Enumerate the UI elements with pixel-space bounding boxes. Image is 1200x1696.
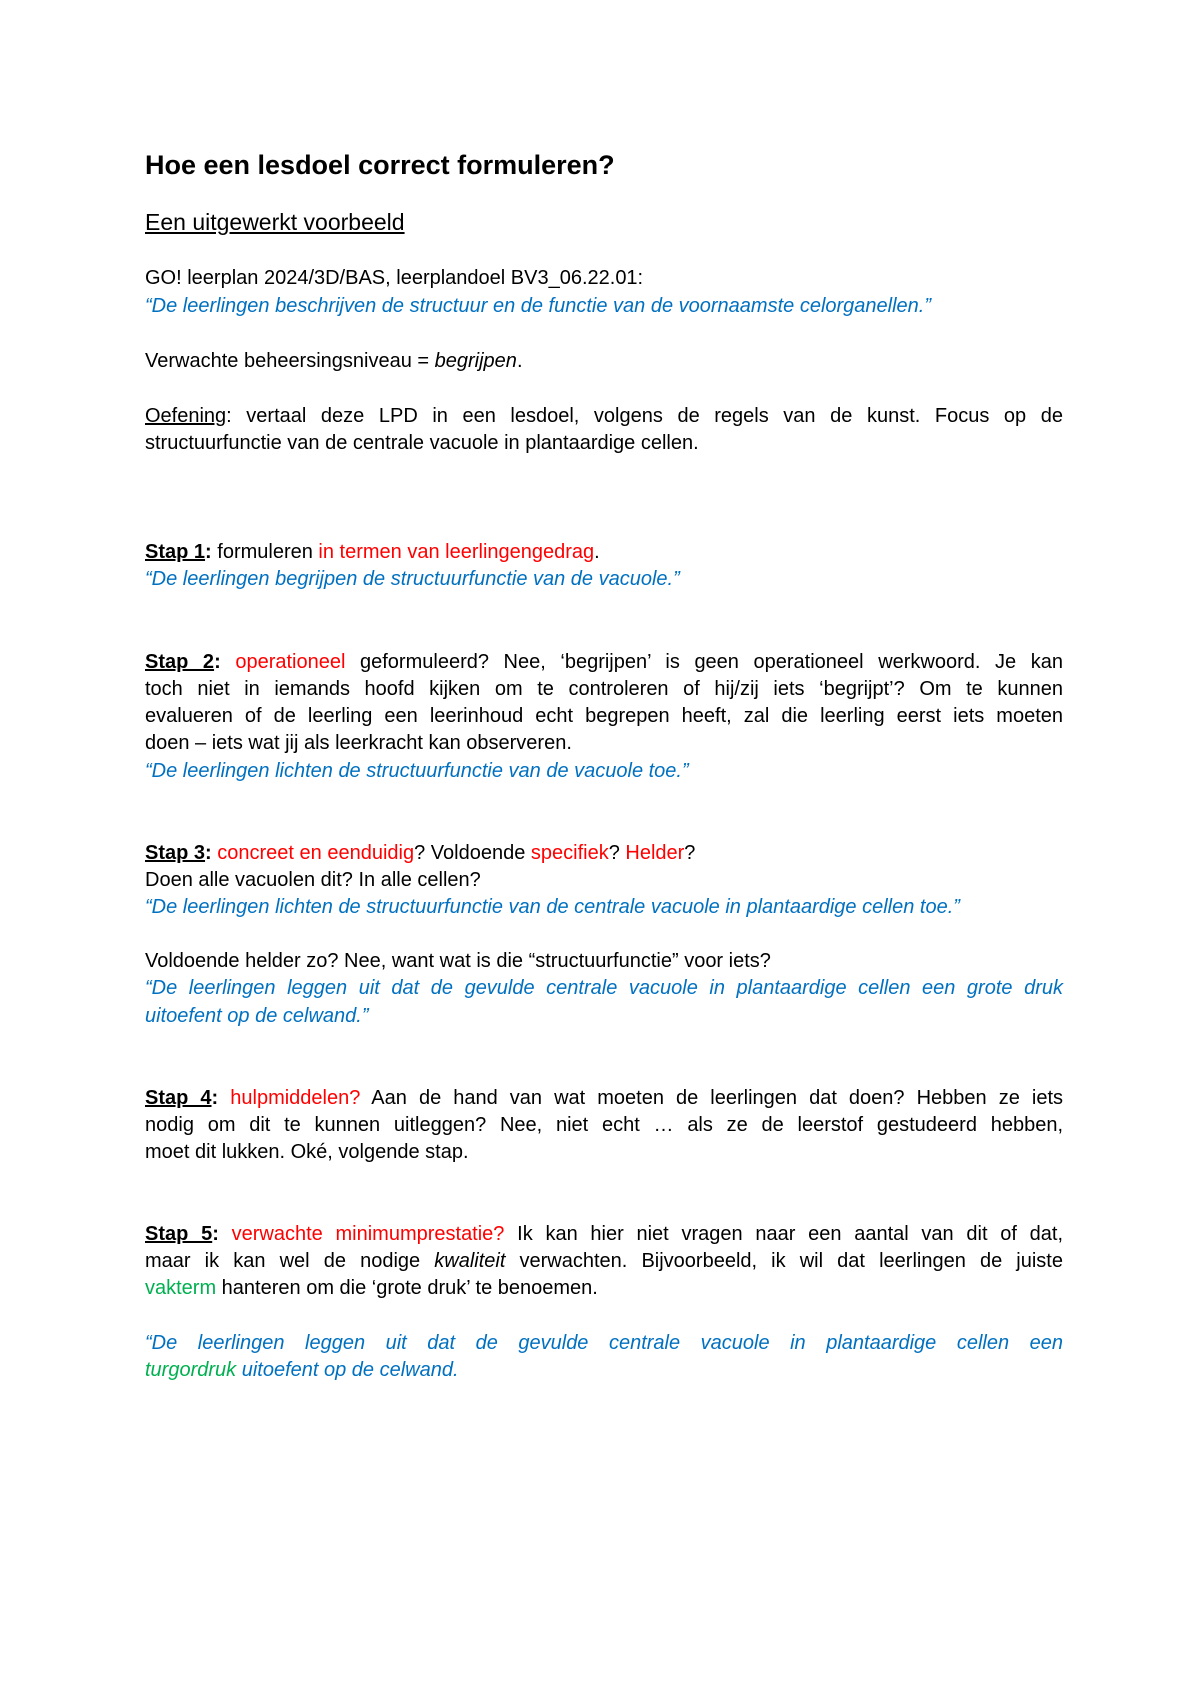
mastery-level-label: Verwachte beheersingsniveau = <box>145 350 435 372</box>
step-4-label: Stap 4 <box>145 1087 212 1109</box>
step-4-highlight: hulpmiddelen? <box>230 1087 361 1109</box>
step-1-label: Stap 1 <box>145 541 206 563</box>
step-2-highlight: operationeel <box>235 651 346 673</box>
step-1-highlight: in termen van leerlingengedrag <box>318 541 595 563</box>
step-5-line-2 <box>145 1246 1063 1276</box>
step-2-text-1: geformuleerd? Nee, ‘begrijpen’ is geen operationeel werkwoord. Je kan <box>345 651 1063 673</box>
step-5-text-1: Ik kan hier niet vragen naar een aantal van dit of dat, <box>504 1223 1064 1245</box>
step-3-quote-2-line-1: “De leerlingen leggen uit dat de gevulde centrale vacuole in plantaardige cellen een grote druk <box>145 977 1063 999</box>
exercise-text-1: : vertaal deze LPD in een lesdoel, volgens de regels van de kunst. Focus op de <box>226 405 1063 427</box>
step-5-line-3 <box>145 1273 1063 1303</box>
step-3-colon: : <box>205 842 212 864</box>
step-1-quote: “De leerlingen begrijpen de structuurfunctie van de vacuole.” <box>145 568 680 590</box>
step-2-colon: : <box>214 651 221 673</box>
step-3-highlight-2: specifiek <box>530 842 609 864</box>
step-3-highlight-1: concreet en eenduidig <box>217 842 415 864</box>
step-3-quote-2-line-2: uitoefent op de celwand.” <box>145 1005 369 1027</box>
exercise-line-2: structuurfunctie van de centrale vacuole in plantaardige cellen. <box>145 432 699 454</box>
mastery-level-end: . <box>516 350 523 372</box>
document-title: Hoe een lesdoel correct formuleren? <box>145 150 615 180</box>
mastery-level <box>145 346 1063 376</box>
step-5-text-2a: maar ik kan wel de nodige <box>145 1250 435 1272</box>
step-2-label: Stap 2 <box>145 651 215 673</box>
step-5-quality-term: kwaliteit <box>434 1250 506 1272</box>
step-3-line-2: Doen alle vacuolen dit? In alle cellen? <box>145 869 481 891</box>
document-subtitle: Een uitgewerkt voorbeeld <box>145 209 405 235</box>
mastery-level-value: begrijpen <box>434 350 517 372</box>
step-4-line-1 <box>145 1083 1063 1113</box>
step-5-line-1 <box>145 1219 1063 1249</box>
step-1-text: formuleren <box>211 541 319 563</box>
step-5-label: Stap 5 <box>145 1223 213 1245</box>
step-3-quote-1: “De leerlingen lichten de structuurfunctie van de centrale vacuole in plantaardige cellen toe.” <box>145 896 960 918</box>
step-3-question: Voldoende helder zo? Nee, want wat is die “structuurfunctie” voor iets? <box>145 950 771 972</box>
step-5-highlight: verwachte minimumprestatie? <box>231 1223 505 1245</box>
step-5-quote-line-1: “De leerlingen leggen uit dat de gevulde centrale vacuole in plantaardige cellen een <box>145 1332 1063 1354</box>
step-1-heading <box>145 537 1063 567</box>
step-2-quote: “De leerlingen lichten de structuurfunctie van de vacuole toe.” <box>145 760 689 782</box>
step-1-colon: : <box>205 541 212 563</box>
step-3-text-2: ? <box>608 842 626 864</box>
exercise-label: Oefening <box>145 405 227 427</box>
step-4-text-1: Aan de hand van wat moeten de leerlingen dat doen? Hebben ze iets <box>360 1087 1063 1109</box>
curriculum-goal-quote: “De leerlingen beschrijven de structuur en de functie van de voornaamste celorganellen.” <box>145 295 932 317</box>
step-5-colon: : <box>212 1223 219 1245</box>
exercise-line-1 <box>145 401 1063 431</box>
step-2-line-2: toch niet in iemands hoofd kijken om te controleren of hij/zij iets ‘begrijpt’? Om te kunnen <box>145 678 1063 700</box>
step-5-quote-text: uitoefent op de celwand. <box>236 1359 459 1381</box>
step-3-text-3: ? <box>684 842 696 864</box>
step-5-text-2b: verwachten. Bijvoorbeeld, ik wil dat leerlingen de juiste <box>505 1250 1063 1272</box>
step-4-line-2: nodig om dit te kunnen uitleggen? Nee, niet echt … als ze de leerstof gestudeerd hebben, <box>145 1114 1063 1136</box>
step-4-line-3: moet dit lukken. Oké, volgende stap. <box>145 1141 469 1163</box>
step-5-quote-term: turgordruk <box>145 1359 237 1381</box>
step-4-colon: : <box>211 1087 219 1109</box>
step-3-highlight-3: Helder <box>625 842 685 864</box>
step-2-line-4: doen – iets wat jij als leerkracht kan observeren. <box>145 732 572 754</box>
step-5-text-3: hanteren om die ‘grote druk’ te benoemen. <box>216 1277 598 1299</box>
curriculum-reference: GO! leerplan 2024/3D/BAS, leerplandoel BV3_06.22.01: <box>145 267 644 289</box>
step-2-line-3: evalueren of de leerling een leerinhoud echt begrepen heeft, zal die leerling eerst iets moeten <box>145 705 1063 727</box>
step-2-line-1 <box>145 647 1063 677</box>
step-5-vakterm: vakterm <box>145 1277 217 1299</box>
step-3-text-1: ? Voldoende <box>414 842 531 864</box>
step-1-end: . <box>594 541 600 563</box>
step-3-label: Stap 3 <box>145 842 206 864</box>
step-3-heading <box>145 838 1063 868</box>
step-5-quote-line-2 <box>145 1355 1063 1385</box>
